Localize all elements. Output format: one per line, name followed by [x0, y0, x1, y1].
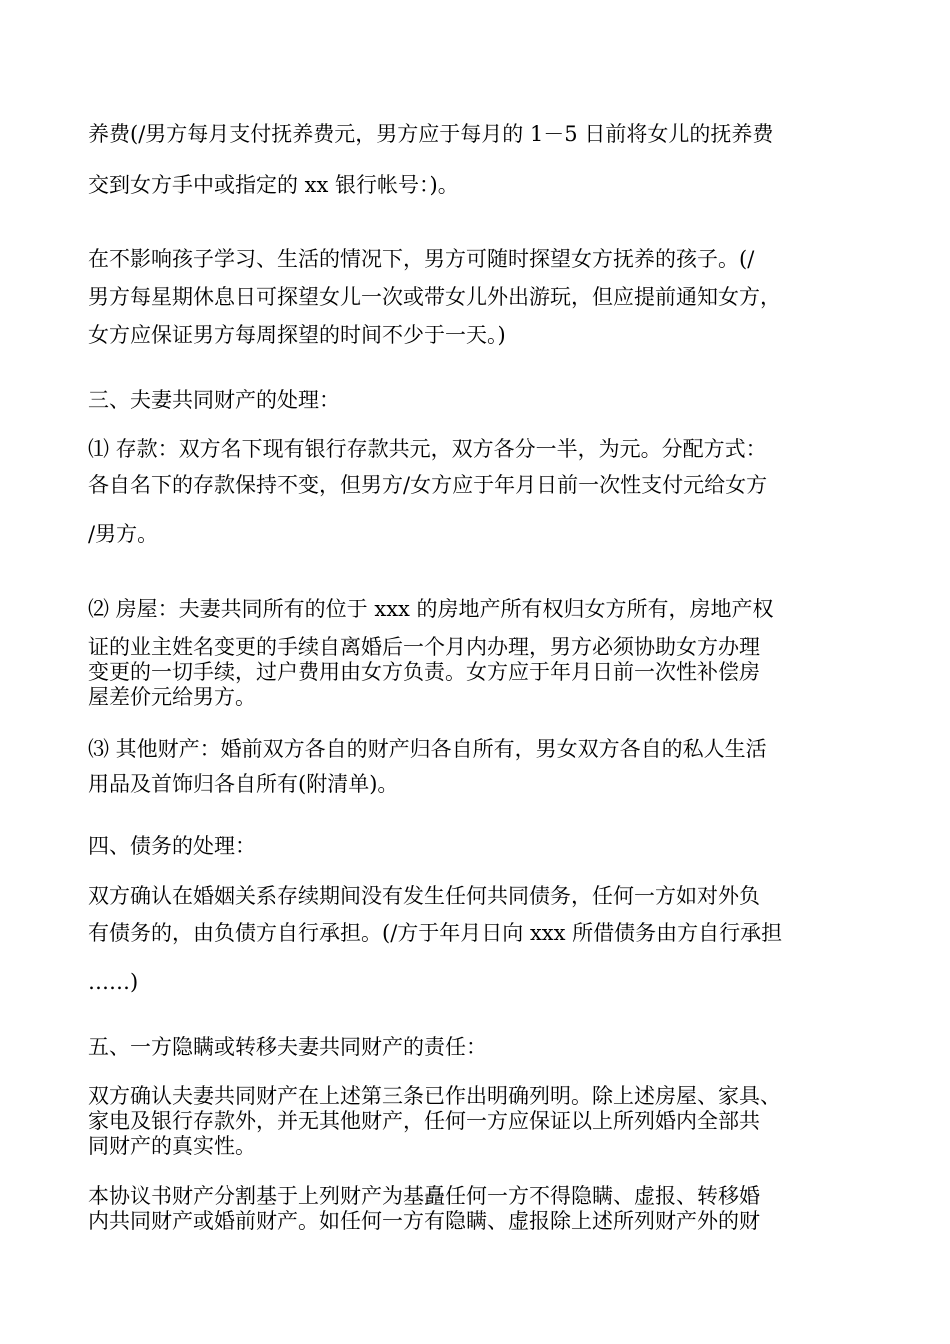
- paragraph-line: 在不影响孩子学习、生活的情况下，男方可随时探望女方抚养的孩子。(/: [88, 247, 755, 271]
- section-heading: 四、债务的处理：: [88, 834, 256, 858]
- paragraph-line: 男方每星期休息日可探望女儿一次或带女儿外出游玩，但应提前通知女方，: [88, 285, 781, 309]
- paragraph-line: 变更的一切手续，过户费用由女方负责。女方应于年月日前一次性补偿房: [88, 660, 760, 684]
- paragraph-line: 养费(/男方每月支付抚养费元，男方应于每月的 1－5 日前将女儿的抚养费: [88, 122, 774, 146]
- paragraph-line: 各自名下的存款保持不变，但男方/女方应于年月日前一次性支付元给女方: [88, 473, 768, 497]
- section-heading: 五、一方隐瞒或转移夫妻共同财产的责任：: [88, 1035, 487, 1059]
- paragraph-line: 家电及银行存款外，并无其他财产，任何一方应保证以上所列婚内全部共: [88, 1109, 760, 1133]
- paragraph-line: 同财产的真实性。: [88, 1134, 256, 1158]
- paragraph-line: ⑶ 其他财产：婚前双方各自的财产归各自所有，男女双方各自的私人生活: [88, 737, 767, 761]
- paragraph-line: 内共同财产或婚前财产。如任何一方有隐瞒、虚报除上述所列财产外的财: [88, 1209, 760, 1233]
- paragraph-line: /男方。: [88, 522, 159, 546]
- paragraph-line: ⑵ 房屋：夫妻共同所有的位于 xxx 的房地产所有权归女方所有，房地产权: [88, 597, 774, 621]
- paragraph-line: 交到女方手中或指定的 xx 银行帐号：)。: [88, 173, 459, 197]
- paragraph-line: 本协议书财产分割基于上列财产为基矗任何一方不得隐瞒、虚报、转移婚: [88, 1184, 760, 1208]
- paragraph-line: 证的业主姓名变更的手续自离婚后一个月内办理，男方必须协助女方办理: [88, 635, 760, 659]
- paragraph-line: 有债务的，由负债方自行承担。(/方于年月日向 xxx 所借债务由方自行承担: [88, 921, 783, 945]
- paragraph-line: ……): [88, 970, 139, 994]
- paragraph-line: 女方应保证男方每周探望的时间不少于一天。): [88, 323, 506, 347]
- paragraph-line: 用品及首饰归各自所有(附清单)。: [88, 772, 399, 796]
- section-heading: 三、夫妻共同财产的处理：: [88, 388, 340, 412]
- paragraph-line: ⑴ 存款：双方名下现有银行存款共元，双方各分一半，为元。分配方式：: [88, 437, 767, 461]
- paragraph-line: 屋差价元给男方。: [88, 685, 256, 709]
- paragraph-line: 双方确认夫妻共同财产在上述第三条已作出明确列明。除上述房屋、家具、: [88, 1084, 781, 1108]
- paragraph-line: 双方确认在婚姻关系存续期间没有发生任何共同债务，任何一方如对外负: [88, 884, 760, 908]
